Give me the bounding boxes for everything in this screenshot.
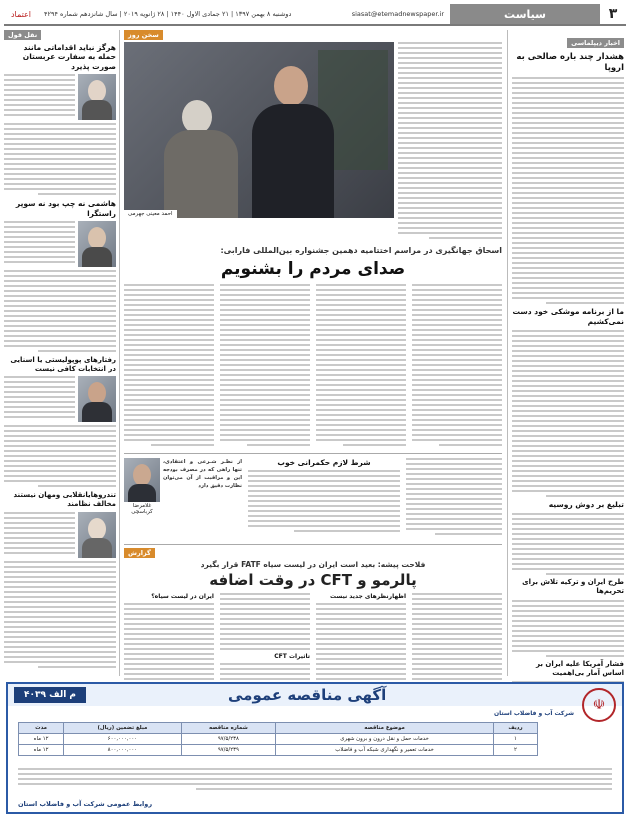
ad-col-header: مدت [19, 723, 64, 734]
newspaper-logo: اعتماد [4, 4, 38, 24]
main-headline: صدای مردم را بشنویم [220, 259, 406, 279]
bottom-subhead-3: اظهارنظرهای جدید نیست [330, 593, 406, 601]
left-photo-3 [78, 376, 116, 422]
ad-col-header: شماره مناقصه [181, 723, 275, 734]
page-number: ۳ [600, 4, 626, 24]
table-cell: ۹۷/۵/۲۳۹ [181, 745, 275, 756]
ad-org: شرکت آب و فاضلاب استان [494, 710, 574, 717]
bottom-headline: پالرمو و CFT در وقت اضافه [209, 571, 417, 590]
ad-col-header: موضوع مناقصه [276, 723, 494, 734]
kicker-main: سخن روز [124, 30, 163, 40]
right-column [512, 30, 624, 751]
column-divider [507, 30, 508, 676]
table-cell: ۶۰۰,۰۰۰,۰۰۰ [64, 734, 181, 745]
header-site: siasat@etemadnewspaper.ir [351, 10, 444, 18]
kicker-diplomacy: اخبار دیپلماسی [567, 38, 624, 48]
author-photo [124, 458, 160, 502]
ad-body-text [18, 768, 612, 793]
article-text [512, 77, 624, 304]
tender-advertisement [6, 682, 624, 814]
table-cell: خدمات حمل و نقل درون و برون شهری [276, 734, 494, 745]
left-item-3-title: رفتارهای پوپولیستی یا اسنایی در انتخابات کافی نیست [10, 355, 116, 373]
left-item-2-title: هاشمی نه چپ بود نه سوپر راستگرا [15, 199, 116, 218]
lead-text [398, 42, 502, 242]
headline-right-1: هشدار چند باره صالحی به اروپا [516, 52, 624, 73]
header-date: دوشنبه ۸ بهمن ۱۳۹۷ | ۲۱ جمادی الاول ۱۴۴۰ | ۲۸ ژانویه ۲۰۱۹ | سال شانزدهم شماره ۴۲۹۴ [44, 10, 292, 18]
ad-number: م الف ۴۰۳۹ [14, 687, 86, 703]
kicker-quotes: نقل قول [4, 30, 41, 40]
left-photo-4 [78, 512, 116, 558]
ad-table [18, 722, 538, 756]
kicker-report: گزارش [124, 548, 155, 558]
table-cell: ۱۲ ماه [19, 745, 64, 756]
ad-col-header: ردیف [494, 723, 538, 734]
header-meta [38, 4, 450, 24]
table-cell: ۱ [494, 734, 538, 745]
left-photo-2 [78, 221, 116, 267]
article-text [512, 513, 624, 575]
headline-right-3: تبلیغ بر دوش روسیه [548, 500, 624, 509]
bottom-subhead-1: ایران در لیست سیاه؟ [151, 593, 214, 601]
column-divider [119, 30, 120, 676]
section-title: سیاست [450, 4, 600, 24]
quote-author: غلامرضا کرباسچی [131, 503, 153, 515]
table-cell: خدمات تعمیر و نگهداری شبکه آب و فاضلاب [276, 745, 494, 756]
page-header [4, 4, 626, 26]
bottom-overline: فلاحت پیشه: بعید است ایران در لیست سیاه FATF قرار بگیرد [200, 560, 426, 569]
quote-box [124, 453, 502, 538]
emblem-icon: ☫ [582, 688, 616, 722]
ad-col-header: مبلغ تضمین (ریال) [64, 723, 181, 734]
left-photo-1 [78, 74, 116, 120]
headline-right-5: فشار آمریکا علیه ایران بر اساس آمار بی‌اهمیت [535, 659, 624, 677]
left-item-1-title: هرگز نباید اقداماتی مانند حمله به سفارت عربستان صورت پذیرد [22, 43, 116, 71]
left-item-4-title: تندروهایانقلابی ومهان نیستند مخالف نظامند [13, 491, 116, 509]
photo-caption: احمد معینی جهرمی [124, 210, 177, 218]
table-cell: ۸۰۰,۰۰۰,۰۰۰ [64, 745, 181, 756]
table-cell: ۹۷/۵/۲۳۸ [181, 734, 275, 745]
ad-footer: روابط عمومی شرکت آب و فاضلاب استان [18, 800, 153, 808]
table-cell: ۲ [494, 745, 538, 756]
main-photo [124, 42, 394, 218]
table-row [19, 745, 538, 756]
article-text [512, 600, 624, 657]
left-column [4, 30, 116, 671]
quote-title: شرط لازم حکمرانی خوب [277, 458, 371, 467]
article-text [512, 330, 624, 497]
headline-right-2: ما از برنامه موشکی خود دست نمی‌کشیم [512, 307, 624, 326]
table-row [19, 734, 538, 745]
bottom-subhead-2: تاثیرات CFT [274, 653, 310, 661]
headline-right-4: طرح ایران و ترکیه تلاش برای تحریم‌ها [522, 578, 624, 596]
table-cell: ۱۲ ماه [19, 734, 64, 745]
quote-intro: از نظـر شـرعی و اعتقادی، تنها راهی که در مصرف بودجه این و مراقبت از آن می‌توان نظارت دقیق دارد [163, 459, 242, 490]
ad-title: آگهی مناقصه عمومی [228, 686, 387, 704]
main-body [124, 284, 502, 449]
main-overline: اسحاق جهانگیری در مراسم اختتامیه دهمین جشنواره بین‌المللی فارابی: [220, 246, 502, 255]
center-column [124, 30, 502, 733]
